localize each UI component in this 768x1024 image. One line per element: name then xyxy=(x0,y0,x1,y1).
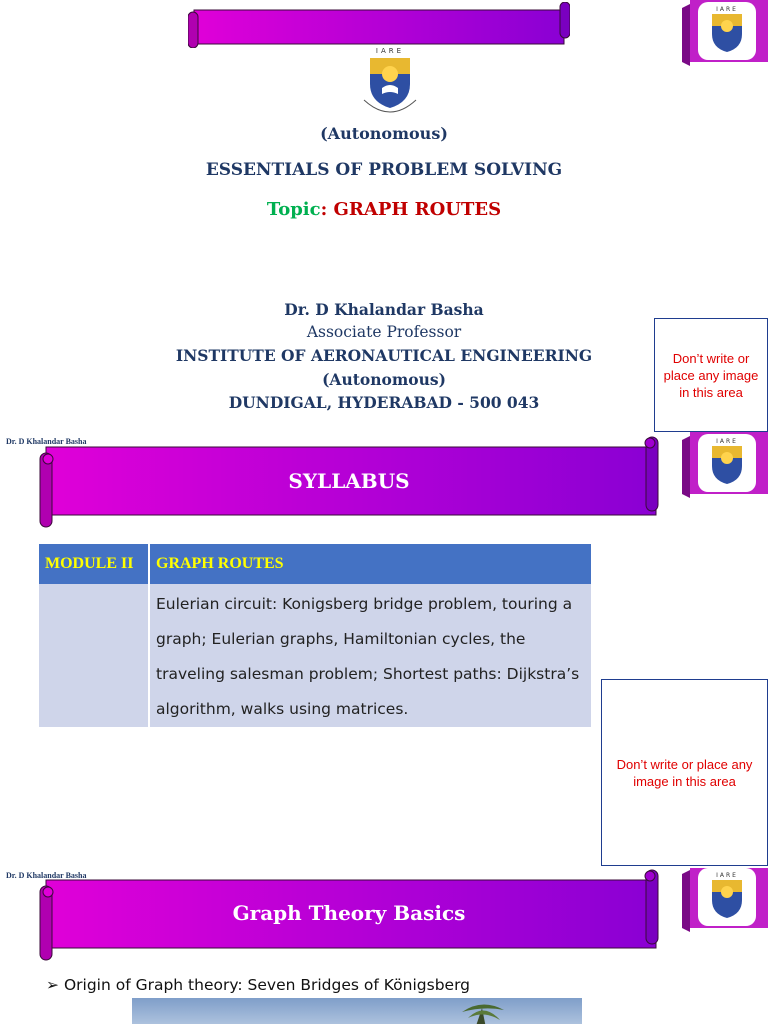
topic-colon: : xyxy=(320,199,328,220)
author-name: Dr. D Khalandar Basha xyxy=(284,300,484,319)
author-designation: Associate Professor xyxy=(306,323,462,341)
description-cell xyxy=(149,584,591,727)
topic-line xyxy=(0,199,768,220)
syllabus-description: Eulerian circuit: Konigsberg bridge problem, touring a graph; Eulerian graphs, Hamiltonian cycles, the traveling salesman problem; Shortest paths: Dijkstra’s algorithm, walks using matrices. xyxy=(156,595,580,718)
table-row xyxy=(39,584,591,727)
bullet-origin xyxy=(46,976,470,994)
konigsberg-photo xyxy=(132,998,582,1024)
topic-label: Topic xyxy=(266,199,321,220)
graph-basics-scroll-banner xyxy=(38,868,660,962)
graph-basics-slide xyxy=(0,868,768,1024)
corner-iare-logo xyxy=(676,0,768,66)
autonomous-label: (Autonomous) xyxy=(320,124,448,143)
course-title: ESSENTIALS OF PROBLEM SOLVING xyxy=(205,160,563,180)
table-header-row xyxy=(39,544,591,584)
topic-header: GRAPH ROUTES xyxy=(149,544,591,584)
svg-text:IARE: IARE xyxy=(716,438,738,445)
reserved-area-note: Don’t write or place any image in this area xyxy=(601,679,768,866)
syllabus-title: SYLLABUS xyxy=(288,469,410,493)
svg-text:IARE: IARE xyxy=(716,872,738,879)
bullet-arrow-icon: ➢ xyxy=(46,976,59,994)
svg-text:IARE: IARE xyxy=(716,6,738,13)
syllabus-table xyxy=(39,544,591,727)
title-slide xyxy=(0,0,768,432)
corner-iare-logo xyxy=(676,868,768,932)
svg-text:IARE: IARE xyxy=(375,47,405,55)
institute-autonomous: (Autonomous) xyxy=(322,370,446,389)
topic-value: GRAPH ROUTES xyxy=(333,199,502,220)
reserved-area-note: Don’t write or place any image in this area xyxy=(654,318,768,432)
title-scroll-banner xyxy=(188,2,570,48)
syllabus-slide xyxy=(0,432,768,868)
slide-author-footer: Dr. D Khalandar Basha xyxy=(6,871,87,880)
institute-address: DUNDIGAL, HYDERABAD - 500 043 xyxy=(228,393,540,412)
bullet-text: Origin of Graph theory: Seven Bridges of Königsberg xyxy=(63,976,471,994)
graph-basics-title: Graph Theory Basics xyxy=(232,901,466,925)
syllabus-scroll-banner xyxy=(38,435,660,529)
institute-name: INSTITUTE OF AERONAUTICAL ENGINEERING xyxy=(175,346,593,365)
module-cell xyxy=(39,584,149,727)
module-header: MODULE II xyxy=(39,544,149,584)
corner-iare-logo xyxy=(676,432,768,498)
slide-author-footer: Dr. D Khalandar Basha xyxy=(6,437,87,446)
iare-logo xyxy=(354,44,426,122)
